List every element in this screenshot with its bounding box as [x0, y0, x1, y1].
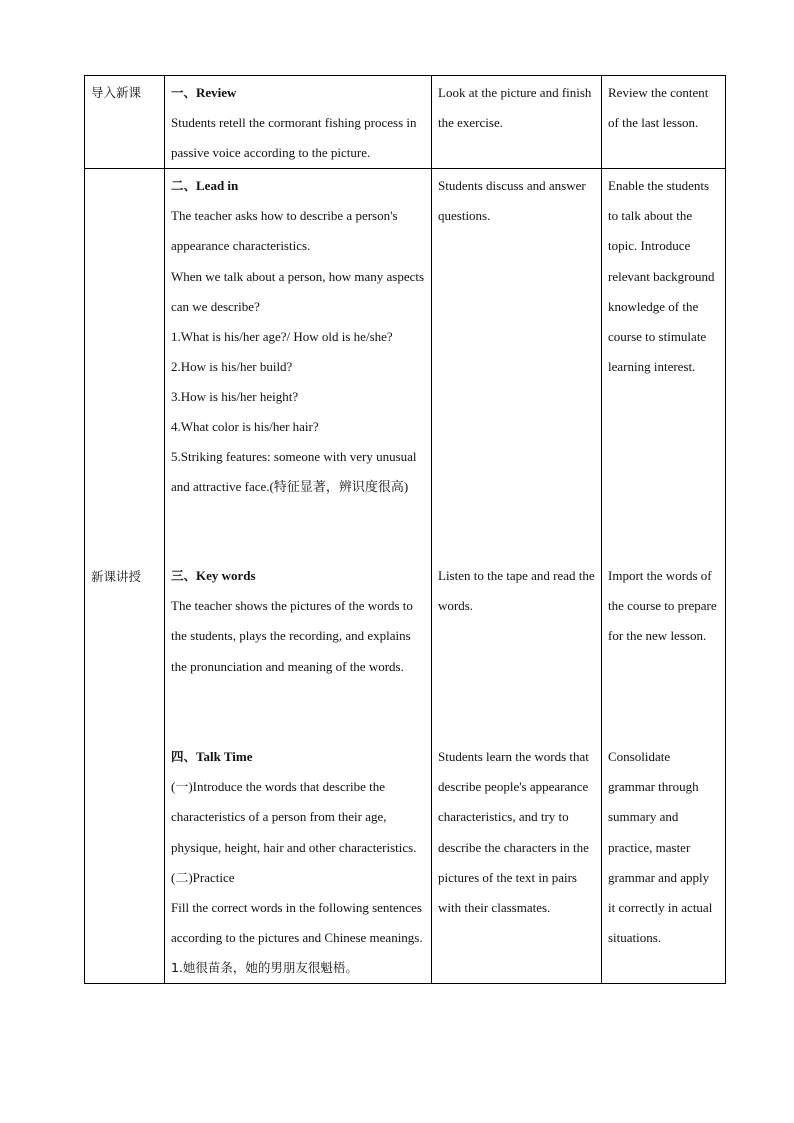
design-purpose: Import the words of the course to prepare for the new lesson. [608, 568, 717, 644]
section-title-lead-in: 二、Lead in [171, 178, 239, 194]
section-line: 3.How is his/her height? [171, 388, 299, 404]
lesson-plan-table [84, 75, 726, 984]
section-title-key-words: 三、Key words [171, 568, 256, 584]
stage-cell-intro [85, 76, 165, 169]
student-activity: Listen to the tape and read the words. [438, 568, 595, 614]
section-line: (二)Practice [171, 869, 235, 885]
section-line: The teacher asks how to describe a person's appearance characteristics. [171, 208, 398, 254]
section-line: 2.How is his/her build? [171, 358, 293, 374]
student-activity: Students learn the words that describe people's appearance characteristics, and try to describe the characters in the pictures of the text in pairs with their classmates. [438, 749, 589, 915]
table-row [85, 169, 726, 984]
section-talk-time [171, 742, 425, 983]
section-line: 1.她很苗条，她的男朋友很魁梧。 [171, 959, 358, 975]
section-key-words [171, 561, 425, 742]
stage-label: 新课讲授 [91, 569, 142, 585]
design-purpose: Consolidate grammar through summary and practice, master grammar and apply it correctly in actual situations. [608, 749, 713, 945]
design-purpose: Enable the students to talk about the topic. Introduce relevant background knowledge of the course to stimulate learning interest. [608, 178, 715, 374]
student-cell-new-lesson [432, 169, 602, 984]
purpose-key-words [608, 561, 719, 742]
section-line: The teacher shows the pictures of the words to the students, plays the recording, and explains the pronunciation and meaning of the words. [171, 598, 413, 674]
student-cell-review [432, 76, 602, 169]
section-lead-in [171, 171, 425, 561]
content-cell-review [165, 76, 432, 169]
stage-cell-new-lesson [85, 169, 165, 984]
section-title-review: 一、Review [171, 85, 237, 100]
section-line: Fill the correct words in the following sentences according to the pictures and Chinese meanings. [171, 899, 423, 945]
section-line: 5.Striking features: someone with very unusual and attractive face.(特征显著，辨识度很高) [171, 449, 417, 495]
section-line: 1.What is his/her age?/ How old is he/she? [171, 328, 393, 344]
student-lead-in [438, 171, 595, 561]
section-content: Students retell the cormorant fishing process in passive voice according to the picture. [171, 115, 417, 161]
section-title-talk-time: 四、Talk Time [171, 749, 253, 765]
purpose-lead-in [608, 171, 719, 561]
purpose-cell-new-lesson [602, 169, 726, 984]
section-line: When we talk about a person, how many aspects can we describe? [171, 268, 425, 314]
student-activity: Students discuss and answer questions. [438, 178, 586, 224]
purpose-talk-time [608, 742, 719, 953]
student-activity: Look at the picture and finish the exercise. [438, 85, 592, 131]
student-key-words [438, 561, 595, 742]
design-purpose: Review the content of the last lesson. [608, 85, 709, 131]
student-talk-time [438, 742, 595, 923]
section-line: 4.What color is his/her hair? [171, 419, 319, 435]
table-row [85, 76, 726, 169]
stage-label: 导入新课 [91, 85, 142, 100]
section-line: (一)Introduce the words that describe the characteristics of a person from their age, physique, height, hair and other characteristics. [171, 779, 417, 855]
purpose-cell-review [602, 76, 726, 169]
content-cell-new-lesson [165, 169, 432, 984]
